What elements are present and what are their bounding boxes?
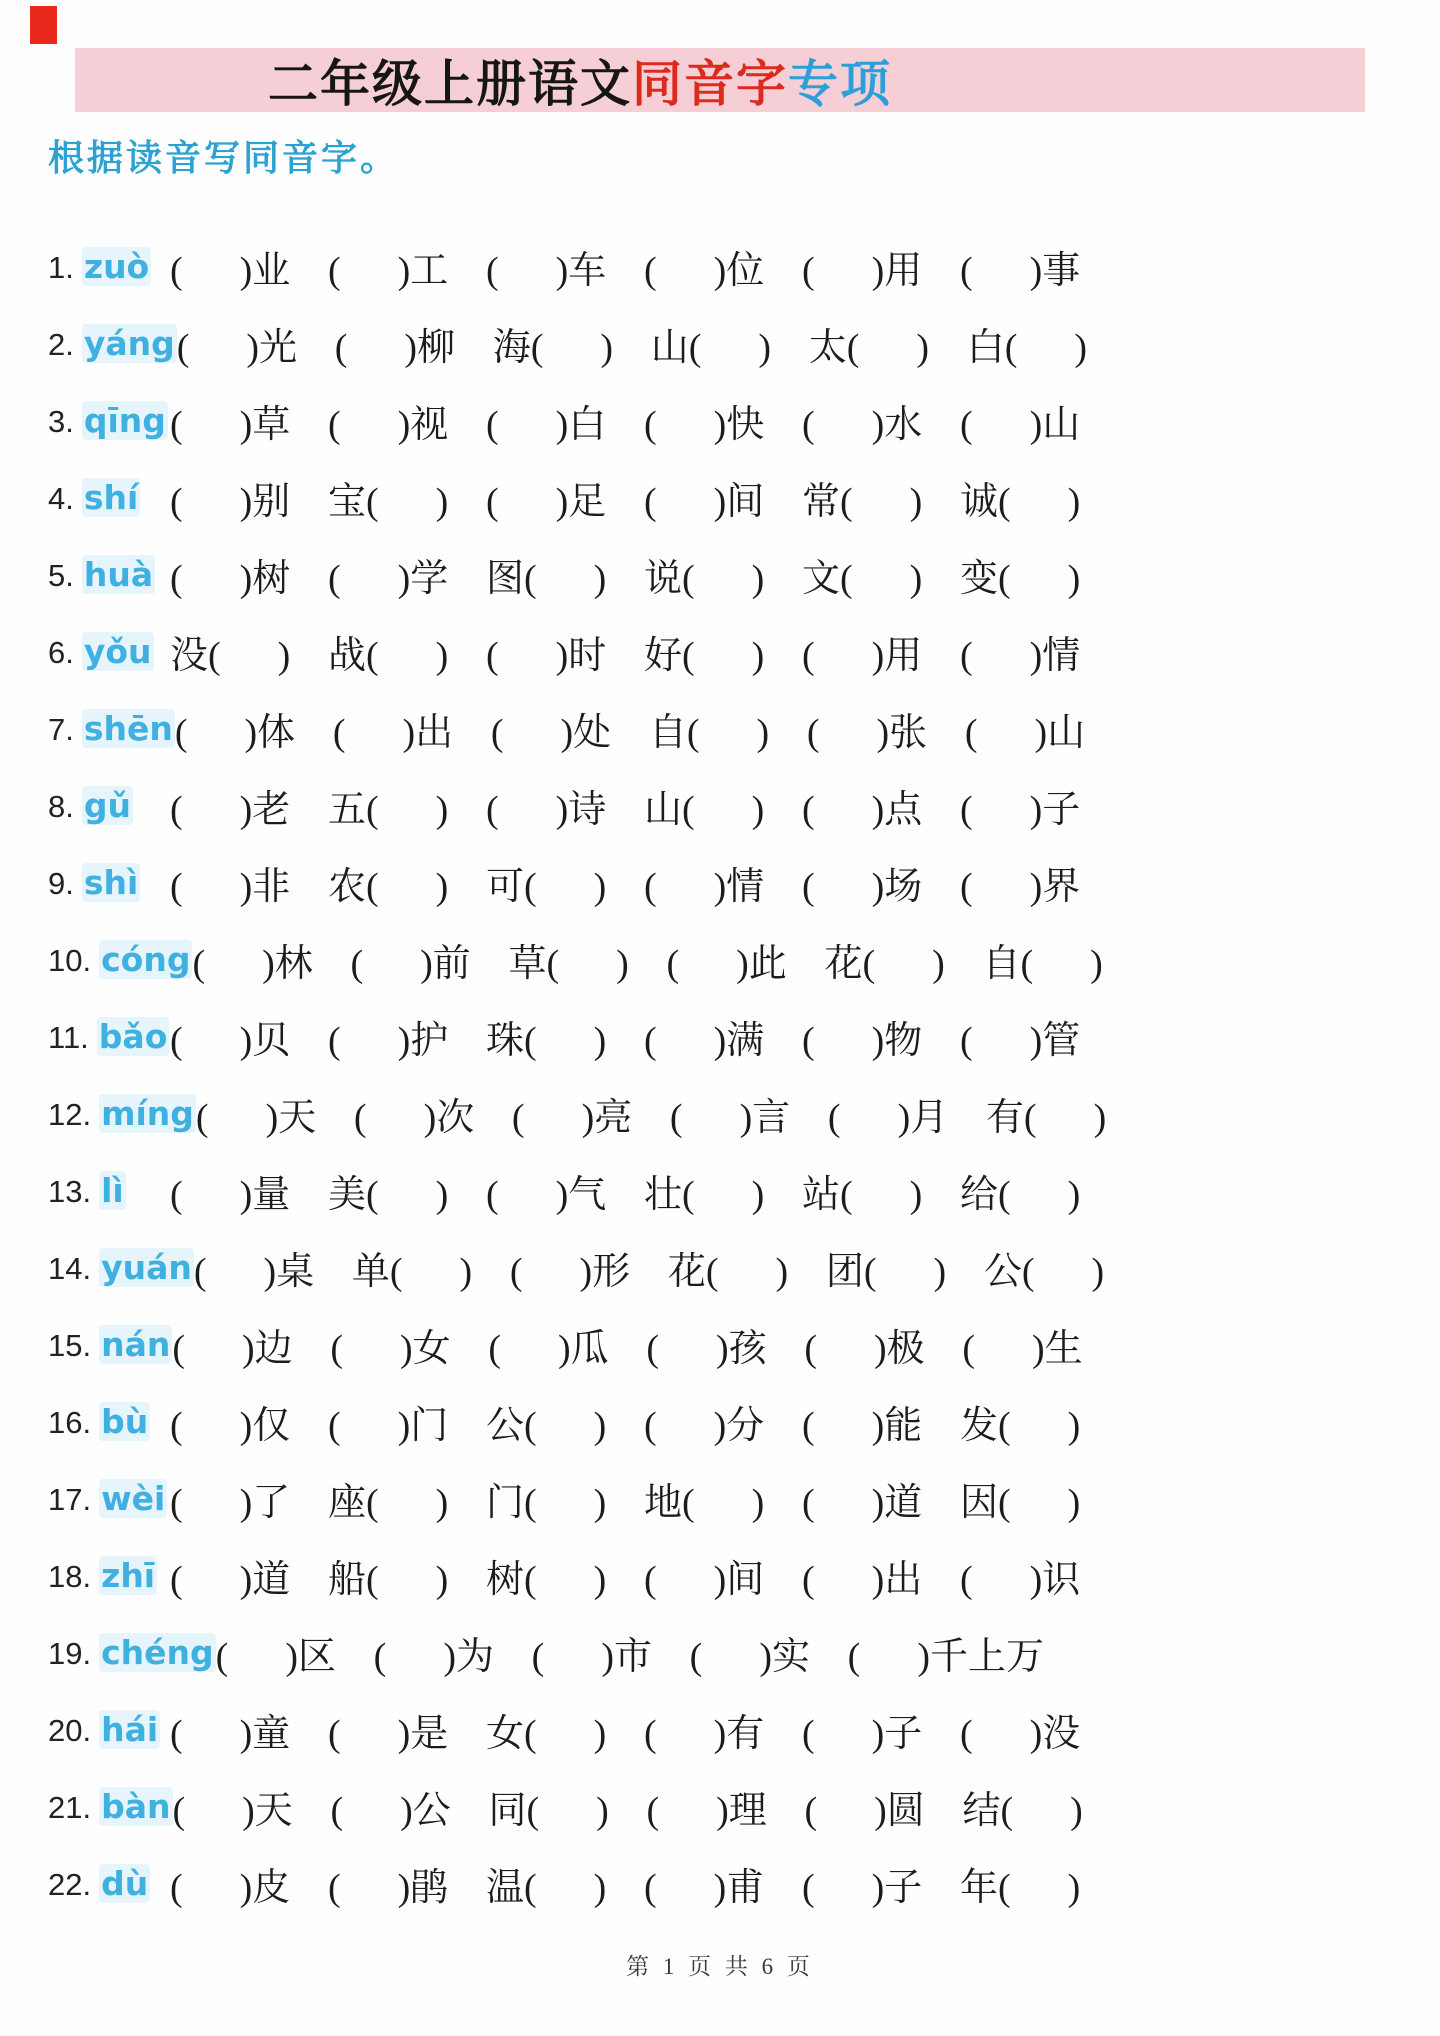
row-item: ( )道 (170, 1559, 291, 1601)
row-pinyin: nán (101, 1325, 171, 1364)
worksheet-row (48, 1537, 1168, 1614)
row-item: ( )天 (172, 1790, 293, 1832)
row-number: 12. (48, 1097, 92, 1132)
worksheet-row (48, 305, 1168, 382)
instruction-text: 根据读音写同音字。 (48, 138, 400, 178)
row-number: 22. (48, 1867, 92, 1902)
row-item: ( )车 (486, 250, 607, 292)
row-item: ( )仅 (170, 1405, 291, 1447)
row-item: ( )贝 (170, 1020, 291, 1062)
worksheet-row (48, 1768, 1168, 1845)
row-label (48, 324, 177, 363)
row-item: 船( ) (328, 1559, 449, 1601)
page-title-black: 二年级上册语文 (268, 56, 632, 112)
row-item: ( )门 (328, 1405, 449, 1447)
worksheet-row (48, 1383, 1168, 1460)
row-item: ( )管 (960, 1020, 1081, 1062)
row-item: 五( ) (328, 789, 449, 831)
row-pinyin: qīng (83, 401, 166, 440)
row-item: ( )公 (330, 1790, 451, 1832)
worksheet-row (48, 767, 1168, 844)
worksheet-row (48, 690, 1168, 767)
row-item: ( )气 (486, 1174, 607, 1216)
row-number: 21. (48, 1790, 92, 1825)
row-pinyin: bù (101, 1402, 149, 1441)
row-item: ( )情 (960, 635, 1081, 677)
row-number: 5. (48, 558, 74, 593)
row-item: ( )此 (666, 943, 787, 985)
row-item: 有( ) (985, 1097, 1107, 1139)
row-number: 8. (48, 789, 74, 824)
row-item: 壮( ) (644, 1174, 765, 1216)
row-pinyin: shí (83, 478, 139, 517)
row-item: ( )了 (170, 1482, 291, 1524)
row-item: ( )市 (531, 1636, 652, 1678)
row-item: ( )间 (644, 481, 765, 523)
row-pinyin: yáng (83, 324, 175, 363)
row-item: ( )理 (646, 1790, 767, 1832)
row-number: 19. (48, 1636, 92, 1671)
row-item: ( )月 (827, 1097, 949, 1139)
row-item: 花( ) (667, 1251, 789, 1293)
row-item: 团( ) (825, 1251, 947, 1293)
row-pinyin: hái (101, 1710, 159, 1749)
row-item: 结( ) (962, 1790, 1083, 1832)
row-item: ( )边 (172, 1328, 293, 1370)
row-item: ( )树 (170, 558, 291, 600)
row-item: ( )量 (170, 1174, 291, 1216)
title-banner (75, 48, 1365, 112)
row-item: 好( ) (644, 635, 765, 677)
row-item: ( )是 (328, 1713, 449, 1755)
row-item: 文( ) (802, 558, 923, 600)
row-label (48, 1710, 170, 1749)
row-item: ( )草 (170, 404, 291, 446)
row-item: ( )山 (964, 712, 1086, 754)
row-item: 同( ) (488, 1790, 609, 1832)
row-item: ( )道 (802, 1482, 923, 1524)
row-item: ( )非 (170, 866, 291, 908)
row-item: 自( ) (982, 943, 1103, 985)
row-item: ( )点 (802, 789, 923, 831)
row-item: ( )工 (328, 250, 449, 292)
row-item: ( )出 (332, 712, 454, 754)
row-number: 14. (48, 1251, 92, 1286)
page-footer: 第 1 页 共 6 页 (626, 1954, 814, 1979)
row-number: 18. (48, 1559, 92, 1594)
worksheet-row (48, 1691, 1168, 1768)
row-item: ( )物 (802, 1020, 923, 1062)
row-item: ( )体 (174, 712, 296, 754)
row-label (48, 1787, 173, 1826)
row-item: 图( ) (486, 558, 607, 600)
row-item: 太( ) (808, 327, 930, 369)
row-label (48, 1479, 170, 1518)
row-item: 变( ) (960, 558, 1081, 600)
row-item: ( )圆 (804, 1790, 925, 1832)
worksheet-row (48, 536, 1168, 613)
row-item: ( )情 (644, 866, 765, 908)
row-item: ( )生 (962, 1328, 1083, 1370)
row-item: ( )瓜 (488, 1328, 609, 1370)
worksheet-row (48, 228, 1168, 305)
row-item: 自( ) (648, 712, 770, 754)
row-item: 山( ) (644, 789, 765, 831)
row-item: 座( ) (328, 1482, 449, 1524)
worksheet-row (48, 1075, 1168, 1152)
row-item: 站( ) (802, 1174, 923, 1216)
row-item: 门( ) (486, 1482, 607, 1524)
row-item: 发( ) (960, 1405, 1081, 1447)
row-item: ( )间 (644, 1559, 765, 1601)
row-item: 公( ) (486, 1405, 607, 1447)
row-pinyin: huà (83, 555, 154, 594)
row-item: ( )子 (802, 1713, 923, 1755)
row-item: ( )子 (802, 1867, 923, 1909)
row-pinyin: gǔ (83, 786, 131, 825)
row-item: 草( ) (508, 943, 629, 985)
row-pinyin: bǎo (98, 1017, 168, 1056)
row-label (48, 709, 175, 748)
worksheet-row (48, 998, 1168, 1075)
row-label (48, 1556, 170, 1595)
row-item: ( )事 (960, 250, 1081, 292)
row-item: ( )次 (353, 1097, 475, 1139)
row-item: ( )鹃 (328, 1867, 449, 1909)
row-label (48, 555, 170, 594)
row-pinyin: shì (83, 863, 139, 902)
row-number: 13. (48, 1174, 92, 1209)
row-item: 温( ) (486, 1867, 607, 1909)
row-pinyin: lì (101, 1171, 124, 1210)
row-item: ( )张 (806, 712, 928, 754)
row-item: ( )女 (330, 1328, 451, 1370)
row-number: 17. (48, 1482, 92, 1517)
row-item: ( )山 (960, 404, 1081, 446)
row-label (48, 940, 192, 979)
row-item: ( )老 (170, 789, 291, 831)
row-item: ( )能 (802, 1405, 923, 1447)
row-number: 20. (48, 1713, 92, 1748)
row-item: ( )处 (490, 712, 612, 754)
row-pinyin: yuán (101, 1248, 192, 1287)
worksheet-row (48, 1306, 1168, 1383)
row-item: ( )天 (195, 1097, 317, 1139)
row-number: 11. (48, 1020, 89, 1055)
row-label (48, 1325, 172, 1364)
row-item: ( )白 (486, 404, 607, 446)
row-pinyin: míng (101, 1094, 194, 1133)
row-label (48, 247, 170, 286)
row-item: ( )没 (960, 1713, 1081, 1755)
worksheet-rows (48, 228, 1168, 1922)
row-item: 地( ) (644, 1482, 765, 1524)
row-label (48, 1171, 170, 1210)
row-number: 9. (48, 866, 74, 901)
worksheet-row (48, 382, 1168, 459)
row-number: 4. (48, 481, 74, 516)
row-number: 6. (48, 635, 74, 670)
row-number: 16. (48, 1405, 92, 1440)
row-item: ( )前 (350, 943, 471, 985)
row-item: ( )区 (215, 1636, 336, 1678)
worksheet-row (48, 844, 1168, 921)
row-number: 1. (48, 250, 74, 285)
row-number: 2. (48, 327, 74, 362)
row-item: ( )诗 (486, 789, 607, 831)
row-item: ( )位 (644, 250, 765, 292)
row-item: ( )甫 (644, 1867, 765, 1909)
row-label (48, 1633, 216, 1672)
row-pinyin: yǒu (83, 632, 152, 671)
row-item: 白( ) (966, 327, 1088, 369)
row-item: ( )童 (170, 1713, 291, 1755)
row-label (48, 863, 170, 902)
row-item: 美( ) (328, 1174, 449, 1216)
row-item: ( )视 (328, 404, 449, 446)
page-title-blue: 专项 (788, 56, 892, 112)
row-item: ( )水 (802, 404, 923, 446)
row-item: ( )形 (509, 1251, 631, 1293)
worksheet-row (48, 1152, 1168, 1229)
row-item: ( )用 (802, 250, 923, 292)
row-item: ( )用 (802, 635, 923, 677)
row-item: 单( ) (351, 1251, 473, 1293)
row-item: ( )桌 (193, 1251, 315, 1293)
row-item: ( )别 (170, 481, 291, 523)
row-pinyin: bàn (101, 1787, 171, 1826)
row-item: ( )为 (373, 1636, 494, 1678)
row-label (48, 1248, 194, 1287)
row-number: 3. (48, 404, 74, 439)
worksheet-row (48, 1845, 1168, 1922)
row-pinyin: shēn (83, 709, 173, 748)
row-pinyin: dù (101, 1864, 149, 1903)
row-item: 山( ) (650, 327, 772, 369)
row-item: ( )时 (486, 635, 607, 677)
row-item: ( )实 (689, 1636, 810, 1678)
row-item: ( )光 (176, 327, 298, 369)
row-item: 珠( ) (486, 1020, 607, 1062)
row-item: ( )足 (486, 481, 607, 523)
row-item: ( )千上万 (847, 1636, 1044, 1678)
row-item: ( )子 (960, 789, 1081, 831)
row-item: 宝( ) (328, 481, 449, 523)
row-item: ( )分 (644, 1405, 765, 1447)
row-item: 农( ) (328, 866, 449, 908)
row-item: 公( ) (983, 1251, 1105, 1293)
worksheet-row (48, 921, 1168, 998)
row-item: ( )柳 (334, 327, 456, 369)
row-pinyin: zhī (101, 1556, 156, 1595)
worksheet-row (48, 459, 1168, 536)
row-pinyin: wèi (101, 1479, 166, 1518)
row-item: 花( ) (824, 943, 945, 985)
row-label (48, 632, 170, 671)
row-pinyin: cóng (101, 940, 191, 979)
worksheet-row (48, 1229, 1168, 1306)
row-item: 常( ) (802, 481, 923, 523)
row-pinyin: zuò (83, 247, 150, 286)
row-item: 诚( ) (960, 481, 1081, 523)
row-item: 没( ) (170, 635, 291, 677)
row-item: 树( ) (486, 1559, 607, 1601)
row-label (48, 1017, 170, 1056)
row-item: ( )孩 (646, 1328, 767, 1370)
row-item: 海( ) (492, 327, 614, 369)
row-item: ( )界 (960, 866, 1081, 908)
row-item: ( )学 (328, 558, 449, 600)
worksheet-row (48, 1460, 1168, 1537)
row-item: ( )有 (644, 1713, 765, 1755)
row-item: ( )出 (802, 1559, 923, 1601)
row-label (48, 1094, 196, 1133)
row-item: 给( ) (960, 1174, 1081, 1216)
row-label (48, 478, 170, 517)
row-item: ( )极 (804, 1328, 925, 1370)
row-item: ( )业 (170, 250, 291, 292)
row-label (48, 401, 170, 440)
row-pinyin: chéng (101, 1633, 214, 1672)
row-number: 10. (48, 943, 92, 978)
row-item: ( )满 (644, 1020, 765, 1062)
row-item: ( )皮 (170, 1867, 291, 1909)
row-item: 女( ) (486, 1713, 607, 1755)
row-item: 战( ) (328, 635, 449, 677)
row-label (48, 1864, 170, 1903)
row-item: 因( ) (960, 1482, 1081, 1524)
row-item: ( )场 (802, 866, 923, 908)
worksheet-row (48, 1614, 1168, 1691)
row-item: ( )识 (960, 1559, 1081, 1601)
row-label (48, 786, 170, 825)
row-label (48, 1402, 170, 1441)
worksheet-row (48, 613, 1168, 690)
row-item: 说( ) (644, 558, 765, 600)
row-item: ( )言 (669, 1097, 791, 1139)
row-item: 年( ) (960, 1867, 1081, 1909)
row-item: ( )林 (192, 943, 313, 985)
page-title-red: 同音字 (632, 56, 788, 112)
row-number: 15. (48, 1328, 92, 1363)
row-item: ( )护 (328, 1020, 449, 1062)
red-corner-mark (30, 6, 57, 44)
row-number: 7. (48, 712, 74, 747)
row-item: ( )快 (644, 404, 765, 446)
row-item: 可( ) (486, 866, 607, 908)
row-item: ( )亮 (511, 1097, 633, 1139)
